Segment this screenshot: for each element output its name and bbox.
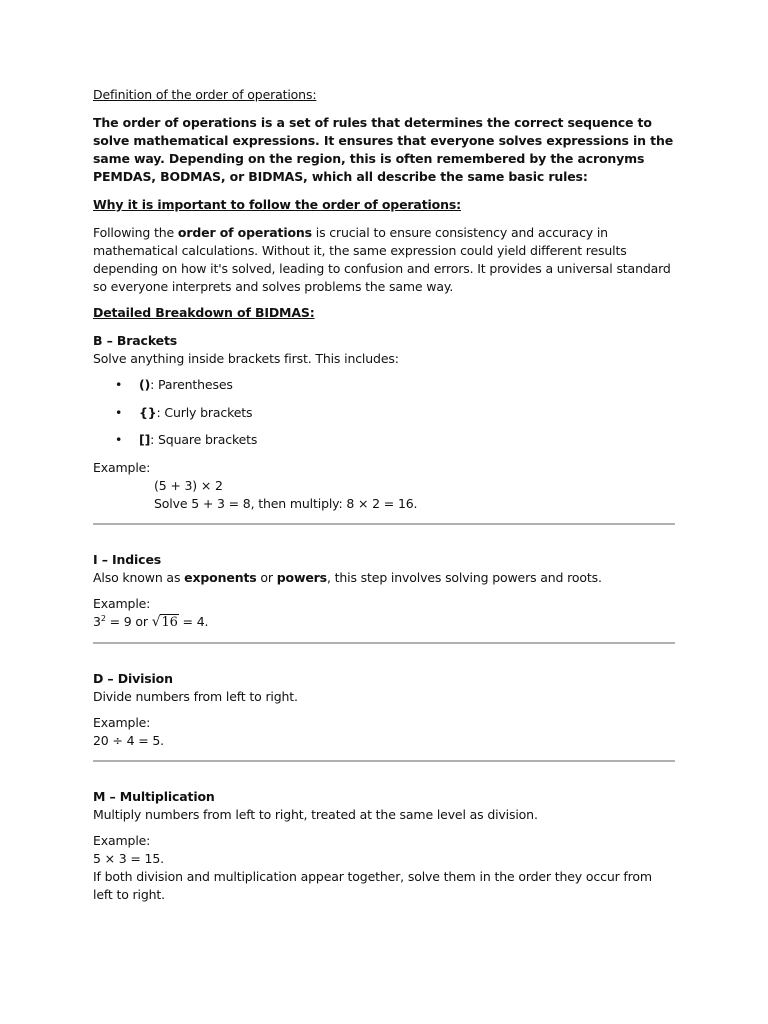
indices-example	[93, 613, 675, 632]
indices-exponent: 2	[100, 613, 106, 623]
brackets-example-label: Example:	[93, 459, 151, 475]
definition-text: The order of operations is a set of rules that determines the correct sequence to solve mathematical expressions. It ensures that everyone solves expressions in the same way. Depending on the region, this is often remembered by the acronyms PEMDAS, BODMAS, or BIDMAS, which all describe the same basic rules:	[93, 115, 674, 184]
division-example: 20 ÷ 4 = 5.	[93, 732, 164, 748]
brackets-description: Solve anything inside brackets first. This includes:	[93, 351, 399, 366]
indices-description	[93, 569, 675, 587]
square-root	[152, 613, 179, 632]
importance-heading: Why it is important to follow the order of operations:	[93, 197, 461, 212]
multiplication-note: If both division and multiplication appear together, solve them in the order they occur from left to right.	[93, 868, 652, 902]
multiplication-section	[93, 788, 675, 904]
bracket-symbol: ()	[139, 377, 151, 392]
indices-example-end: = 4.	[178, 613, 209, 629]
indices-title: I – Indices	[93, 551, 162, 567]
indices-desc-bold: exponents	[184, 569, 257, 585]
bullet-icon: •	[115, 377, 123, 392]
division-description: Divide numbers from left to right.	[93, 688, 298, 704]
multiplication-example-label: Example:	[93, 832, 151, 848]
breakdown-heading: Detailed Breakdown of BIDMAS:	[93, 305, 315, 320]
importance-text-bold: order of operations	[177, 225, 312, 240]
bracket-name: : Parentheses	[150, 377, 233, 392]
division-title: D – Division	[93, 670, 173, 686]
list-item	[93, 376, 675, 394]
section-divider	[93, 642, 675, 644]
list-item	[93, 404, 675, 422]
bracket-name: : Square brackets	[150, 432, 258, 447]
indices-base: 3	[93, 613, 101, 629]
bullet-icon: •	[115, 404, 123, 420]
section-divider	[93, 523, 675, 525]
indices-desc-part: or	[256, 569, 277, 585]
importance-text	[93, 224, 675, 296]
brackets-example-solution: Solve 5 + 3 = 8, then multiply: 8 × 2 = 16.	[154, 495, 418, 511]
indices-desc-part: , this step involves solving powers and roots.	[326, 569, 602, 585]
multiplication-description: Multiply numbers from left to right, treated at the same level as division.	[93, 806, 538, 822]
brackets-title: B – Brackets	[93, 333, 178, 348]
brackets-example-expression: (5 + 3) × 2	[154, 477, 223, 493]
indices-desc-part: Also known as	[93, 569, 185, 585]
division-example-label: Example:	[93, 714, 151, 730]
bracket-name: : Curly brackets	[156, 404, 253, 420]
definition-heading: Definition of the order of operations:	[93, 87, 317, 102]
list-item	[93, 431, 675, 449]
bullet-icon: •	[115, 432, 123, 447]
multiplication-example: 5 × 3 = 15.	[93, 850, 164, 866]
bracket-symbol: []	[139, 432, 151, 447]
section-divider	[93, 760, 675, 762]
brackets-list	[93, 376, 675, 449]
indices-example-mid: = 9 or	[105, 613, 152, 629]
indices-example-label: Example:	[93, 595, 151, 611]
multiplication-title: M – Multiplication	[93, 788, 215, 804]
indices-section	[93, 551, 675, 632]
radical-icon: √	[151, 613, 161, 630]
importance-text-start: Following the	[93, 225, 178, 240]
document-page	[93, 86, 675, 904]
indices-desc-bold: powers	[276, 569, 327, 585]
brackets-section	[93, 332, 675, 513]
division-section	[93, 670, 675, 750]
bracket-symbol: {}	[139, 404, 157, 420]
importance-text-end: is crucial to ensure consistency and accuracy in mathematical calculations. Without it, the same expression could yield different results depending on how it's solved, leading to confusion and errors. It provides a universal standard so everyone interprets and solves problems the same way.	[93, 225, 671, 294]
radicand: 16	[161, 614, 178, 630]
